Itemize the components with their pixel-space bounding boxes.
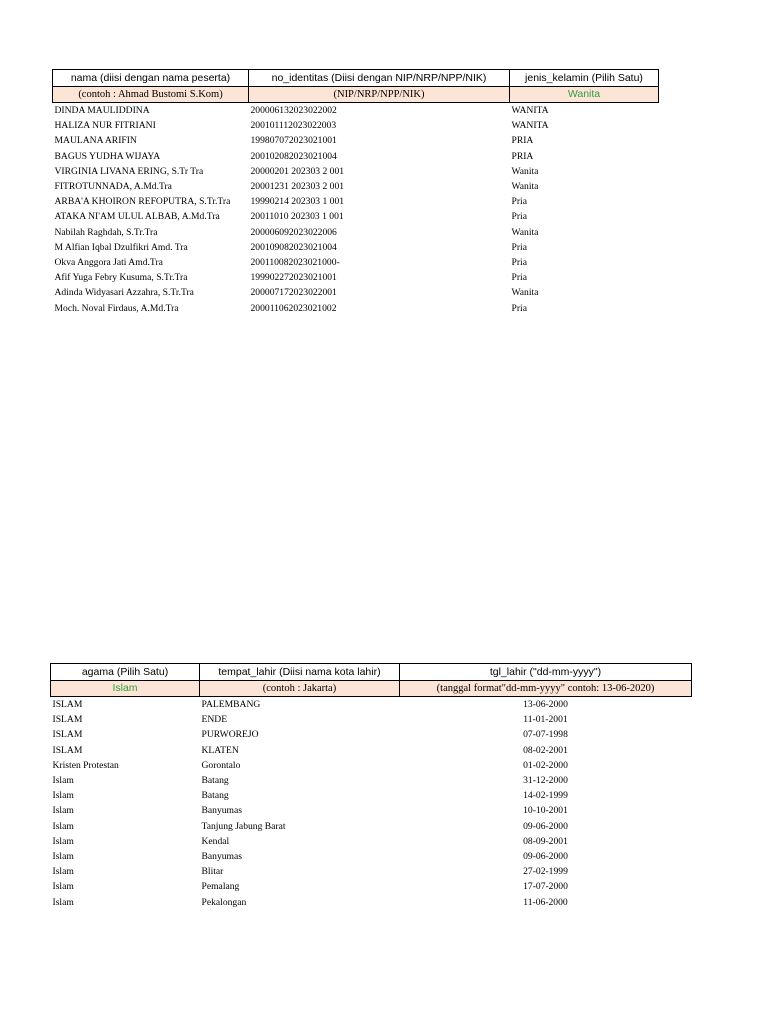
- table-row: [53, 149, 659, 164]
- birth-cell-col-1: Islam: [52, 775, 74, 787]
- table-row: [51, 864, 692, 879]
- birth-cell-col-2: Kendal: [201, 835, 230, 847]
- table-row: [53, 270, 659, 285]
- identity-header-col-3: jenis_kelamin (Pilih Satu): [510, 70, 659, 87]
- table-row: [51, 879, 692, 894]
- table-row: [51, 834, 692, 849]
- birth-cell-col-1: Islam: [52, 835, 74, 847]
- identity-cell-col-1: M Alfian Iqbal Dzulfikri Amd. Tra: [54, 241, 188, 253]
- table-row: [51, 894, 692, 909]
- birth-header-col-3: tgl_lahir ("dd-mm-yyyy"): [400, 664, 692, 681]
- table-row: [51, 773, 692, 788]
- identity-cell-col-1: MAULANA ARIFIN: [54, 135, 137, 147]
- birth-cell-col-3: 09-06-2000: [523, 850, 568, 862]
- birth-cell-col-3: 11-06-2000: [523, 896, 568, 908]
- identity-cell-col-1: VIRGINIA LIVANA ERING, S.Tr Tra: [54, 165, 204, 177]
- birth-cell-col-3: 17-07-2000: [523, 881, 568, 893]
- birth-cell-col-3: 01-02-2000: [523, 759, 568, 771]
- identity-cell-col-3: PRIA: [511, 135, 534, 147]
- birth-cell-col-2: PALEMBANG: [201, 699, 261, 711]
- birth-example-row: [51, 681, 692, 697]
- identity-header-col-2: no_identitas (Diisi dengan NIP/NRP/NPP/NIK): [249, 70, 510, 87]
- birth-cell-col-2: KLATEN: [201, 744, 239, 756]
- identity-cell-col-1: FITROTUNNADA, A.Md.Tra: [54, 181, 172, 193]
- birth-cell-col-1: ISLAM: [52, 699, 83, 711]
- table-row: [51, 712, 692, 727]
- table-row: [53, 179, 659, 194]
- identity-cell-col-2: 19990214 202303 1 001: [250, 196, 345, 208]
- birth-cell-col-1: Islam: [52, 866, 74, 878]
- identity-cell-col-2: 199902272023021001: [250, 272, 337, 284]
- identity-cell-col-1: DINDA MAULIDDINA: [54, 105, 150, 117]
- identity-cell-col-2: 200006132023022002: [250, 105, 337, 117]
- birth-cell-col-2: PURWOREJO: [201, 729, 259, 741]
- identity-cell-col-2: 200110082023021000-: [250, 256, 340, 268]
- identity-cell-col-2: 199807072023021001: [250, 135, 337, 147]
- table-row: [51, 727, 692, 742]
- identity-cell-col-3: Pria: [511, 211, 527, 223]
- identity-cell-col-2: 200007172023022001: [250, 287, 337, 299]
- table-row: [53, 133, 659, 148]
- table-row: [53, 164, 659, 179]
- identity-cell-col-2: 20000201 202303 2 001: [250, 165, 345, 177]
- identity-cell-col-1: BAGUS YUDHA WIJAYA: [54, 150, 161, 162]
- identity-cell-col-2: 20001231 202303 2 001: [250, 181, 345, 193]
- identity-cell-col-1: Moch. Noval Firdaus, A.Md.Tra: [54, 302, 179, 314]
- birth-cell-col-2: Banyumas: [201, 805, 243, 817]
- identity-example-col-2: (NIP/NRP/NPP/NIK): [249, 87, 510, 103]
- birth-cell-col-3: 11-01-2001: [523, 714, 568, 726]
- table-row: [51, 803, 692, 818]
- identity-cell-col-3: PRIA: [511, 150, 534, 162]
- birth-cell-col-2: ENDE: [201, 714, 228, 726]
- identity-cell-col-3: Wanita: [511, 226, 539, 238]
- identity-header-row: [53, 70, 659, 87]
- identity-cell-col-3: WANITA: [511, 105, 549, 117]
- table-row: [53, 300, 659, 315]
- table-row: [51, 788, 692, 803]
- birth-cell-col-2: Pemalang: [201, 881, 240, 893]
- identity-cell-col-3: Pria: [511, 196, 527, 208]
- identity-example-col-1: (contoh : Ahmad Bustomi S.Kom): [53, 87, 249, 103]
- identity-cell-col-3: Pria: [511, 272, 527, 284]
- birth-cell-col-1: Islam: [52, 881, 74, 893]
- birth-cell-col-1: Islam: [52, 820, 74, 832]
- birth-example-col-2: (contoh : Jakarta): [200, 681, 400, 697]
- identity-cell-col-3: Wanita: [511, 165, 539, 177]
- table-row: [51, 697, 692, 713]
- birth-cell-col-3: 08-09-2001: [523, 835, 568, 847]
- identity-cell-col-2: 200006092023022006: [250, 226, 337, 238]
- identity-cell-col-1: Nabilah Raghdah, S.Tr.Tra: [54, 226, 158, 238]
- birth-cell-col-2: Gorontalo: [201, 759, 241, 771]
- birth-cell-col-2: Tanjung Jabung Barat: [201, 820, 286, 832]
- identity-cell-col-1: ATAKA NI'AM ULUL ALBAB, A.Md.Tra: [54, 211, 220, 223]
- birth-cell-col-1: Islam: [52, 896, 74, 908]
- identity-cell-col-1: Afif Yuga Febry Kusuma, S.Tr.Tra: [54, 272, 188, 284]
- identity-cell-col-3: Pria: [511, 302, 527, 314]
- birth-cell-col-2: Banyumas: [201, 850, 243, 862]
- table-row: [51, 758, 692, 773]
- birth-cell-col-1: Kristen Protestan: [52, 759, 119, 771]
- birth-cell-col-1: ISLAM: [52, 729, 83, 741]
- table-row: [53, 225, 659, 240]
- birth-cell-col-3: 07-07-1998: [523, 729, 568, 741]
- birth-cell-col-3: 27-02-1999: [523, 866, 568, 878]
- birth-cell-col-3: 31-12-2000: [523, 775, 568, 787]
- identity-cell-col-2: 20011010 202303 1 001: [250, 211, 344, 223]
- table-row: [51, 819, 692, 834]
- identity-cell-col-2: 200102082023021004: [250, 150, 337, 162]
- table-row: [53, 240, 659, 255]
- identity-cell-col-2: 200109082023021004: [250, 241, 337, 253]
- identity-cell-col-1: HALIZA NUR FITRIANI: [54, 120, 156, 132]
- participant-identity-table: [52, 69, 659, 316]
- birth-cell-col-3: 14-02-1999: [523, 790, 568, 802]
- birth-cell-col-3: 08-02-2001: [523, 744, 568, 756]
- birth-cell-col-1: Islam: [52, 850, 74, 862]
- participant-birth-table: [50, 663, 692, 910]
- table-row: [53, 118, 659, 133]
- table-row: [51, 849, 692, 864]
- birth-example-col-1: Islam: [51, 681, 200, 697]
- identity-cell-col-3: Pria: [511, 241, 527, 253]
- identity-cell-col-3: WANITA: [511, 120, 549, 132]
- birth-cell-col-2: Batang: [201, 775, 229, 787]
- identity-example-col-3: Wanita: [510, 87, 659, 103]
- table-row: [53, 285, 659, 300]
- birth-example-col-3: (tanggal format"dd-mm-yyyy" contoh: 13-06-2020): [400, 681, 692, 697]
- identity-cell-col-2: 200011062023021002: [250, 302, 337, 314]
- identity-cell-col-1: Adinda Widyasari Azzahra, S.Tr.Tra: [54, 287, 194, 299]
- table-row: [53, 103, 659, 119]
- birth-cell-col-1: ISLAM: [52, 714, 83, 726]
- identity-cell-col-3: Wanita: [511, 181, 539, 193]
- identity-cell-col-3: Wanita: [511, 287, 539, 299]
- birth-cell-col-1: Islam: [52, 790, 74, 802]
- birth-header-col-2: tempat_lahir (Diisi nama kota lahir): [200, 664, 400, 681]
- table-row: [53, 255, 659, 270]
- identity-example-row: [53, 87, 659, 103]
- birth-header-row: [51, 664, 692, 681]
- birth-cell-col-3: 10-10-2001: [523, 805, 568, 817]
- identity-cell-col-1: Okva Anggora Jati Amd.Tra: [54, 256, 163, 268]
- identity-cell-col-2: 200101112023022003: [250, 120, 337, 132]
- identity-cell-col-1: ARBA'A KHOIRON REFOPUTRA, S.Tr.Tra: [54, 196, 231, 208]
- birth-cell-col-3: 09-06-2000: [523, 820, 568, 832]
- birth-cell-col-2: Batang: [201, 790, 229, 802]
- birth-cell-col-2: Pekalongan: [201, 896, 247, 908]
- identity-header-col-1: nama (diisi dengan nama peserta): [53, 70, 249, 87]
- birth-cell-col-3: 13-06-2000: [523, 699, 568, 711]
- identity-cell-col-3: Pria: [511, 256, 527, 268]
- birth-cell-col-1: ISLAM: [52, 744, 83, 756]
- table-row: [53, 194, 659, 209]
- table-row: [51, 743, 692, 758]
- birth-header-col-1: agama (Pilih Satu): [51, 664, 200, 681]
- birth-cell-col-1: Islam: [52, 805, 74, 817]
- table-row: [53, 209, 659, 224]
- birth-cell-col-2: Blitar: [201, 866, 224, 878]
